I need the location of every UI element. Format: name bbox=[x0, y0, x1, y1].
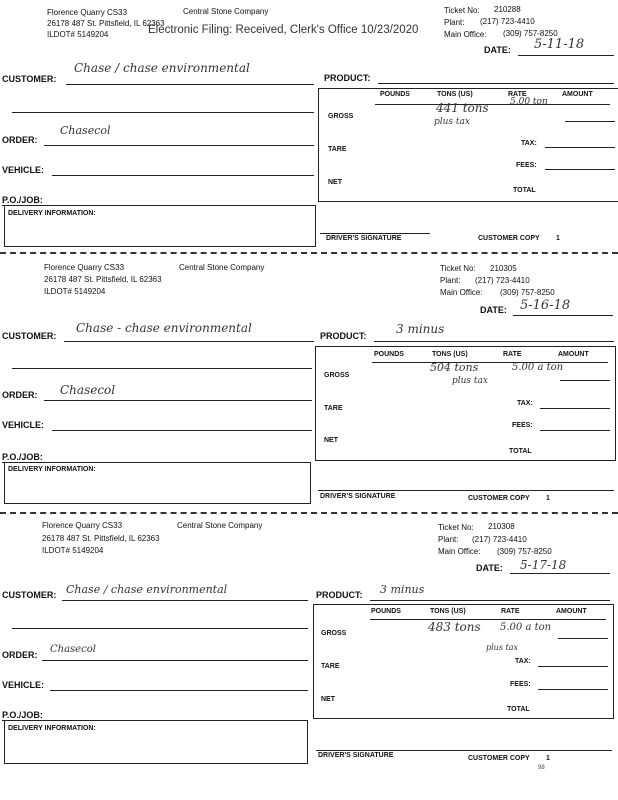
order-label: ORDER: bbox=[2, 650, 38, 660]
customer-value[interactable]: Chase - chase environmental bbox=[76, 321, 252, 335]
tare-label: TARE bbox=[328, 146, 347, 153]
tons-note[interactable]: 441 tons bbox=[436, 101, 489, 115]
plant-phone: (217) 723-4410 bbox=[475, 276, 530, 285]
vehicle-label: VEHICLE: bbox=[2, 165, 45, 175]
order-label: ORDER: bbox=[2, 135, 38, 145]
company-left: Florence Quarry CS33 bbox=[42, 521, 123, 530]
customer-copy-label: CUSTOMER COPY bbox=[478, 235, 540, 242]
date-value[interactable]: 5-17-18 bbox=[520, 558, 567, 572]
company-right: Central Stone Company bbox=[183, 7, 269, 16]
total-label: TOTAL bbox=[507, 706, 530, 713]
customer-value[interactable]: Chase / chase environmental bbox=[66, 583, 228, 596]
gross-label: GROSS bbox=[321, 630, 347, 637]
col-tons: TONS (US) bbox=[430, 608, 466, 615]
customer-copy-number: 1 bbox=[546, 755, 550, 762]
delivery-label: DELIVERY INFORMATION: bbox=[8, 210, 96, 217]
ticket-no: 210288 bbox=[494, 5, 521, 14]
date-label: DATE: bbox=[476, 563, 503, 573]
extra-note[interactable]: plus tax bbox=[486, 643, 518, 652]
plant-phone: (217) 723-4410 bbox=[472, 535, 527, 544]
total-label: TOTAL bbox=[509, 448, 532, 455]
plant-label: Plant: bbox=[444, 18, 465, 27]
idot-number: ILDOT# 5149204 bbox=[42, 546, 104, 555]
vehicle-label: VEHICLE: bbox=[2, 680, 45, 690]
tare-label: TARE bbox=[324, 405, 343, 412]
po-job-label: P.O./JOB: bbox=[2, 452, 43, 462]
product-value[interactable]: 3 minus bbox=[396, 322, 445, 336]
col-rate: RATE bbox=[503, 351, 522, 358]
net-label: NET bbox=[324, 437, 338, 444]
company-left: Florence Quarry CS33 bbox=[47, 8, 128, 17]
tax-label: TAX: bbox=[517, 400, 533, 407]
address: 26178 487 St. Pittsfield, IL 62363 bbox=[44, 275, 162, 284]
customer-label: CUSTOMER: bbox=[2, 331, 57, 341]
gross-label: GROSS bbox=[324, 372, 350, 379]
customer-copy-number: 1 bbox=[546, 495, 550, 502]
address: 26178 487 St. Pittsfield, IL 62363 bbox=[47, 19, 165, 28]
plant-label: Plant: bbox=[440, 276, 461, 285]
product-label: PRODUCT: bbox=[324, 73, 371, 83]
fees-label: FEES: bbox=[512, 422, 533, 429]
driver-signature-label: DRIVER'S SIGNATURE bbox=[326, 235, 402, 242]
main-office-phone: (309) 757-8250 bbox=[500, 288, 555, 297]
date-value[interactable]: 5-11-18 bbox=[534, 37, 585, 52]
page-number: 98 bbox=[538, 765, 545, 771]
col-rate: RATE bbox=[508, 91, 527, 98]
date-value[interactable]: 5-16-18 bbox=[520, 298, 571, 313]
rate-note[interactable]: 5.00 a ton bbox=[512, 362, 564, 373]
company-right: Central Stone Company bbox=[179, 263, 265, 272]
plant-phone: (217) 723-4410 bbox=[480, 17, 535, 26]
col-rate: RATE bbox=[501, 608, 520, 615]
col-pounds: POUNDS bbox=[380, 91, 410, 98]
main-office-phone: (309) 757-8250 bbox=[503, 29, 558, 38]
tons-note[interactable]: 504 tons bbox=[430, 361, 479, 374]
ticket-no-label: Ticket No: bbox=[444, 6, 480, 15]
company-left: Florence Quarry CS33 bbox=[44, 263, 125, 272]
col-tons: TONS (US) bbox=[437, 91, 473, 98]
idot-number: ILDOT# 5149204 bbox=[44, 287, 106, 296]
tons-note[interactable]: 483 tons bbox=[428, 620, 481, 634]
customer-copy-label: CUSTOMER COPY bbox=[468, 755, 530, 762]
ticket-no: 210308 bbox=[488, 522, 515, 531]
customer-label: CUSTOMER: bbox=[2, 590, 57, 600]
ticket-no: 210305 bbox=[490, 264, 517, 273]
main-office-label: Main Office: bbox=[440, 288, 483, 297]
address: 26178 487 St. Pittsfield, IL 62363 bbox=[42, 534, 160, 543]
main-office-label: Main Office: bbox=[444, 30, 487, 39]
gross-label: GROSS bbox=[328, 113, 354, 120]
date-label: DATE: bbox=[480, 305, 507, 315]
col-pounds: POUNDS bbox=[371, 608, 401, 615]
order-value[interactable]: Chasecol bbox=[60, 124, 111, 137]
extra-note[interactable]: plus tax bbox=[452, 376, 488, 386]
net-label: NET bbox=[328, 179, 342, 186]
filing-watermark: Electronic Filing: Received, Clerk's Office 10/23/2020 bbox=[148, 24, 419, 36]
main-office-label: Main Office: bbox=[438, 547, 481, 556]
col-amount: AMOUNT bbox=[556, 608, 587, 615]
product-label: PRODUCT: bbox=[320, 331, 367, 341]
customer-copy-label: CUSTOMER COPY bbox=[468, 495, 530, 502]
delivery-label: DELIVERY INFORMATION: bbox=[8, 725, 96, 732]
col-amount: AMOUNT bbox=[558, 351, 589, 358]
rate-note[interactable]: 5.00 ton bbox=[510, 97, 548, 107]
order-label: ORDER: bbox=[2, 390, 38, 400]
vehicle-label: VEHICLE: bbox=[2, 420, 45, 430]
net-label: NET bbox=[321, 696, 335, 703]
order-value[interactable]: Chasecol bbox=[60, 383, 116, 397]
customer-label: CUSTOMER: bbox=[2, 74, 57, 84]
col-amount: AMOUNT bbox=[562, 91, 593, 98]
delivery-label: DELIVERY INFORMATION: bbox=[8, 466, 96, 473]
col-pounds: POUNDS bbox=[374, 351, 404, 358]
main-office-phone: (309) 757-8250 bbox=[497, 547, 552, 556]
idot-number: ILDOT# 5149204 bbox=[47, 30, 109, 39]
ticket-no-label: Ticket No: bbox=[438, 523, 474, 532]
rate-note[interactable]: 5.00 a ton bbox=[500, 622, 552, 633]
extra-note[interactable]: plus tax bbox=[434, 117, 470, 127]
driver-signature-label: DRIVER'S SIGNATURE bbox=[320, 493, 396, 500]
fees-label: FEES: bbox=[516, 162, 537, 169]
product-value[interactable]: 3 minus bbox=[380, 583, 425, 596]
col-tons: TONS (US) bbox=[432, 351, 468, 358]
date-label: DATE: bbox=[484, 45, 511, 55]
customer-copy-number: 1 bbox=[556, 235, 560, 242]
ticket-no-label: Ticket No: bbox=[440, 264, 476, 273]
tax-label: TAX: bbox=[515, 658, 531, 665]
po-job-label: P.O./JOB: bbox=[2, 195, 43, 205]
product-label: PRODUCT: bbox=[316, 590, 363, 600]
tax-label: TAX: bbox=[521, 140, 537, 147]
customer-value[interactable]: Chase / chase environmental bbox=[74, 61, 250, 75]
fees-label: FEES: bbox=[510, 681, 531, 688]
total-label: TOTAL bbox=[513, 187, 536, 194]
driver-signature-label: DRIVER'S SIGNATURE bbox=[318, 752, 394, 759]
order-value[interactable]: Chasecol bbox=[50, 644, 96, 655]
company-right: Central Stone Company bbox=[177, 521, 263, 530]
po-job-label: P.O./JOB: bbox=[2, 710, 43, 720]
plant-label: Plant: bbox=[438, 535, 459, 544]
tare-label: TARE bbox=[321, 663, 340, 670]
